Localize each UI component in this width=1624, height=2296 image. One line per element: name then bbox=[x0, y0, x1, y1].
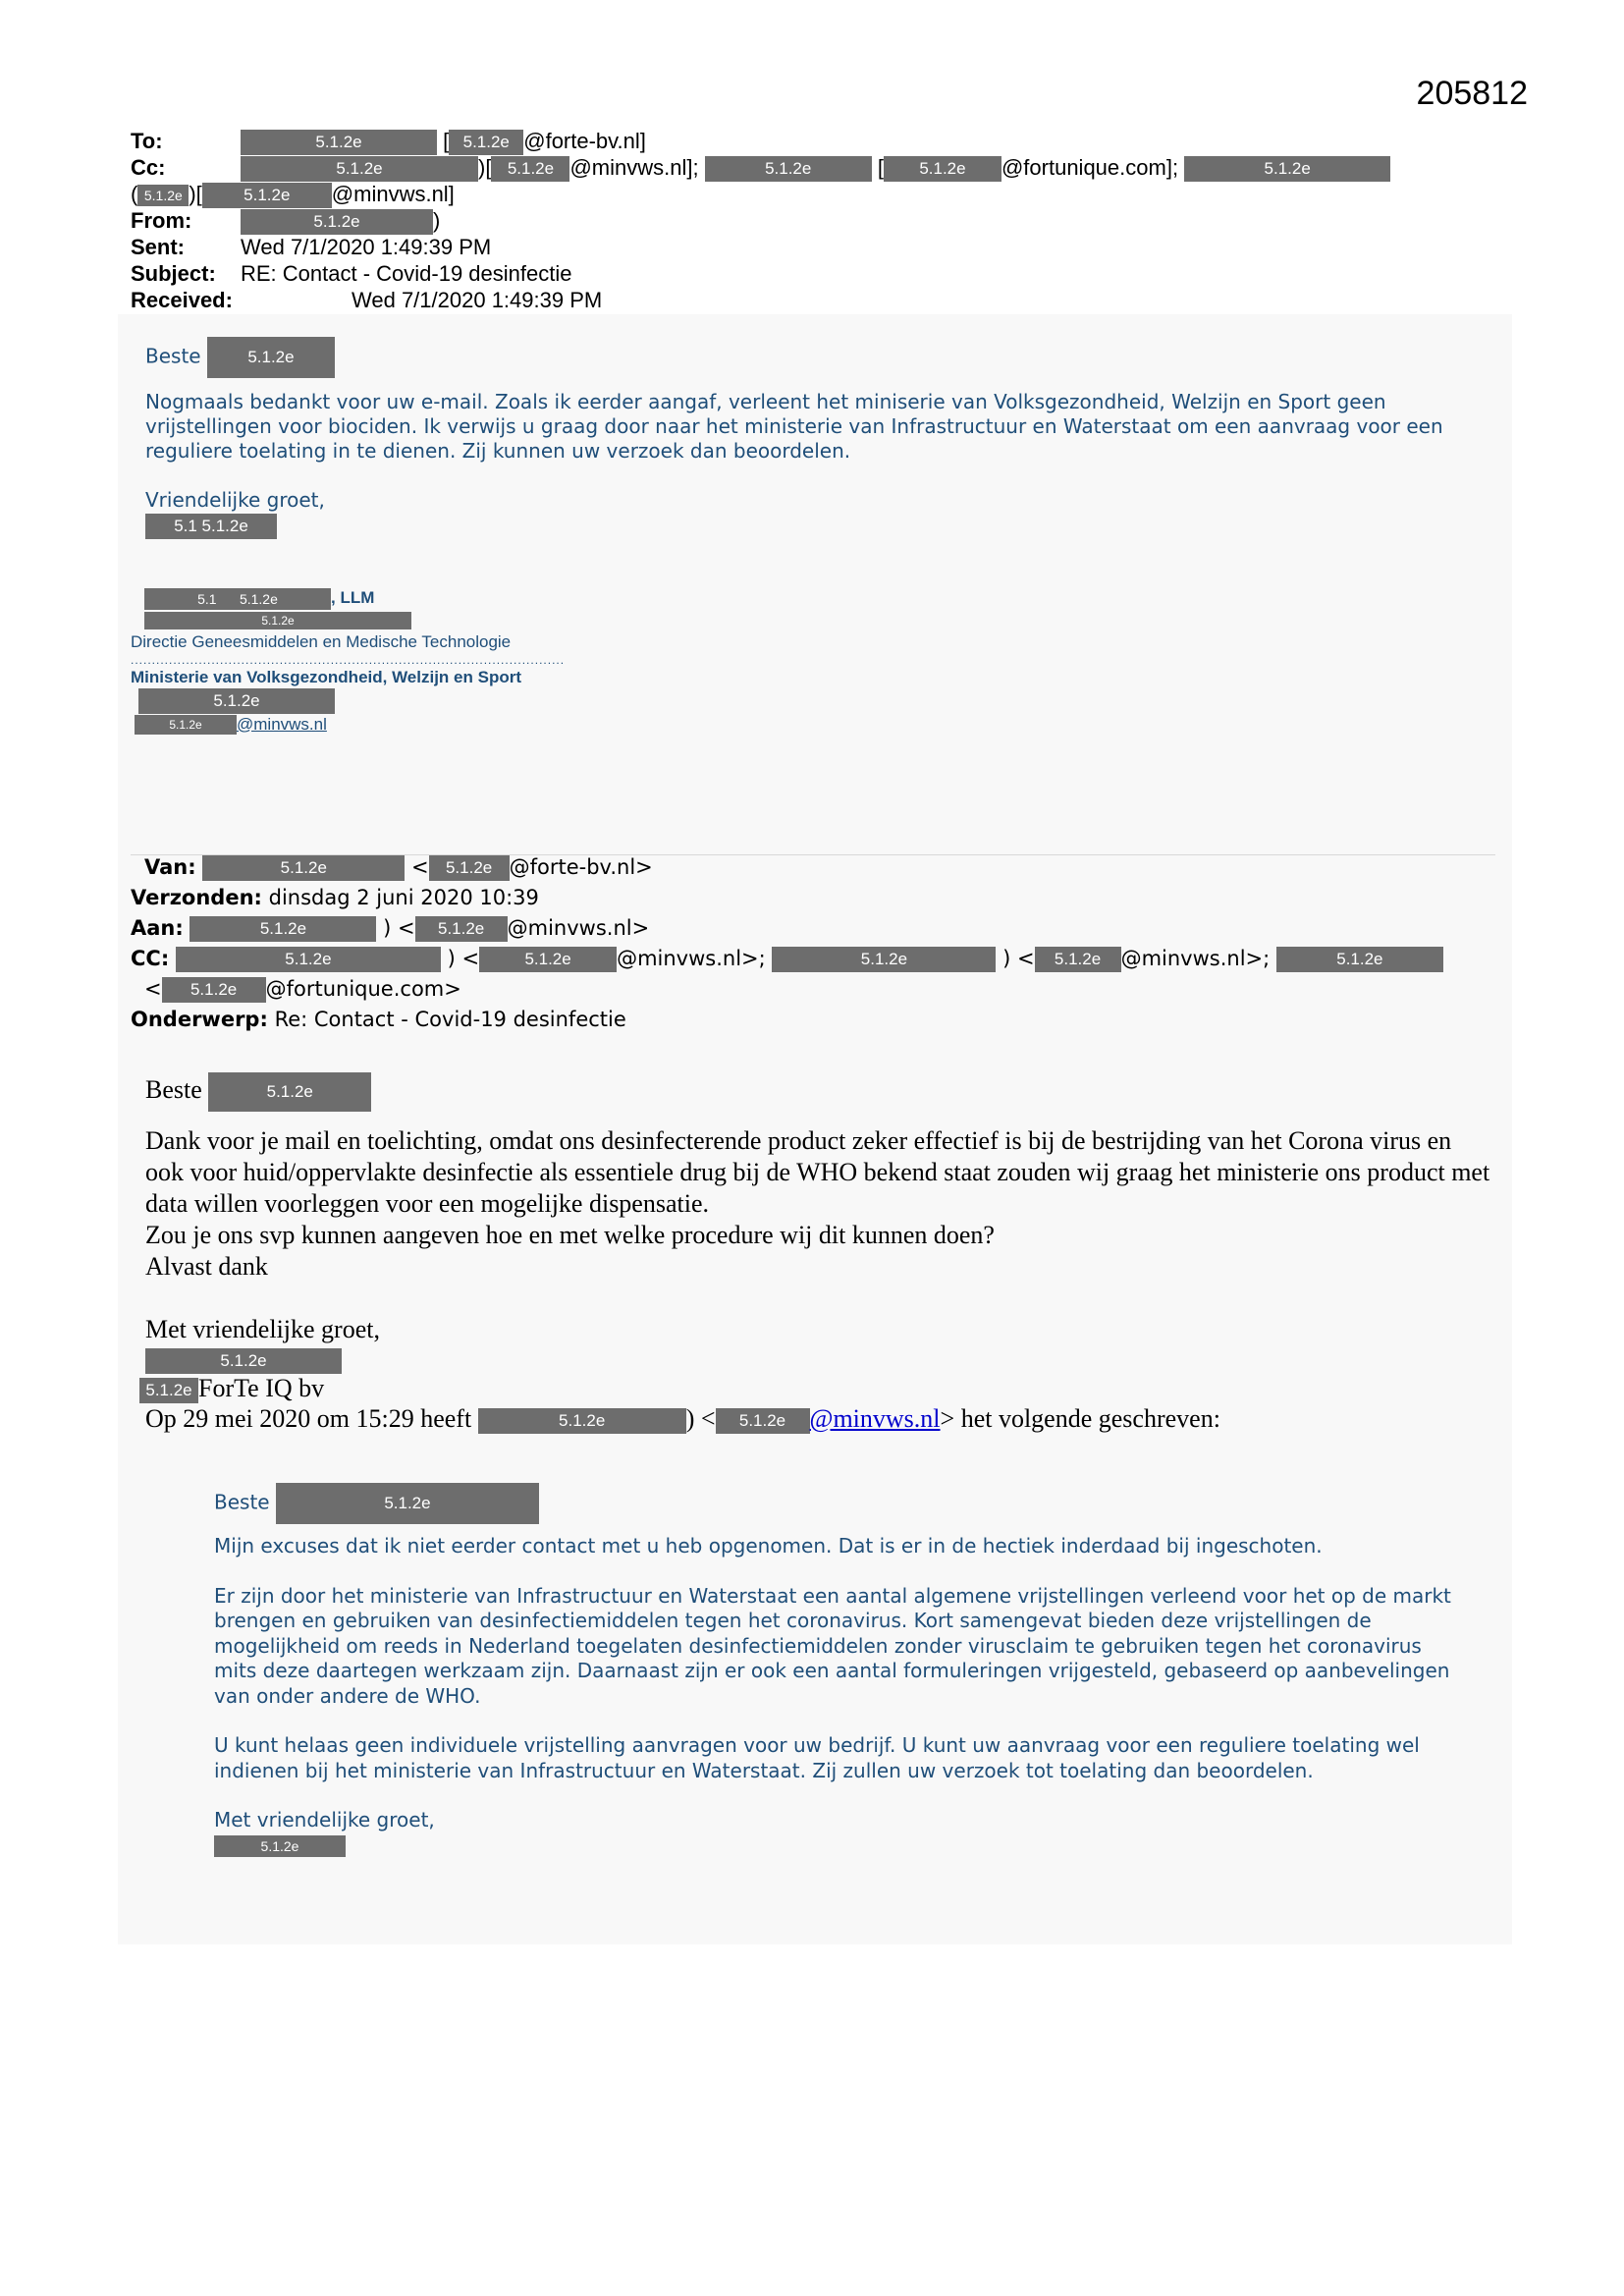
cc-domain: @fortunique.com> bbox=[265, 977, 461, 1001]
cc-label: Cc: bbox=[131, 155, 166, 180]
reply-closing: Vriendelijke groet, bbox=[145, 488, 325, 512]
quoted-closing: Met vriendelijke groet, bbox=[214, 1808, 435, 1831]
redaction: 5.1.2e bbox=[241, 156, 478, 182]
redaction: 5.1.2e bbox=[208, 1072, 371, 1112]
redaction: 5.1.2e bbox=[189, 916, 376, 942]
cc-domain: @minvws.nl>; bbox=[1120, 947, 1271, 970]
cc-domain: @minvws.nl] bbox=[331, 182, 455, 206]
redaction: 5.1.2e bbox=[491, 156, 569, 182]
redaction: 5.1.2e bbox=[139, 1378, 198, 1403]
redaction: 5.1.2e bbox=[241, 130, 437, 155]
redaction: 5.1.2e bbox=[705, 156, 872, 182]
cc-domain: @minvws.nl]; bbox=[569, 155, 699, 180]
redaction: 5.1.2e bbox=[144, 612, 411, 629]
signature-title: , LLM bbox=[331, 588, 375, 607]
aan-label: Aan: bbox=[131, 916, 184, 940]
redaction: 5.1.2e bbox=[884, 156, 1001, 182]
quote-email-link[interactable]: @minvws.nl bbox=[809, 1404, 941, 1434]
cc-label: CC: bbox=[131, 947, 170, 970]
redaction: 5.1.2e bbox=[716, 1408, 810, 1434]
customer-body: Dank voor je mail en toelichting, omdat ons desinfecterende product zeker effectief is bij de bestrijding van het Corona virus en ook voor huid/oppervlakte desinfectie als essentiele drug bij de WHO bekend staat zouden wij graag het ministerie ons product met data willen voorleggen voor een mogelijke dispensatie. bbox=[145, 1126, 1490, 1218]
received-label: Received: bbox=[131, 288, 233, 312]
reply-body: Nogmaals bedankt voor uw e-mail. Zoals ik eerder aangaf, verleent het miniserie van Volksgezondheid, Welzijn en Sport geen vrijstellingen voor biociden. Ik verwijs u graag door naar het ministerie van Infrastructuur en Waterstaat om een aanvraag voor een reguliere toelating in te dienen. Zij kunnen uw verzoek dan beoordelen. bbox=[145, 390, 1443, 463]
redaction: 5.1.2e bbox=[241, 209, 433, 235]
greeting: Beste bbox=[145, 344, 201, 368]
redaction: 5.1.2e bbox=[1276, 947, 1443, 972]
van-domain: @forte-bv.nl> bbox=[509, 855, 653, 879]
verzonden-value: dinsdag 2 juni 2020 10:39 bbox=[268, 886, 539, 909]
verzonden-label: Verzonden: bbox=[131, 886, 262, 909]
greeting: Beste bbox=[145, 1074, 202, 1104]
sent-label: Sent: bbox=[131, 235, 185, 259]
quote-suffix: > het volgende geschreven: bbox=[940, 1404, 1220, 1434]
received-value: Wed 7/1/2020 1:49:39 PM bbox=[352, 288, 603, 312]
customer-closing: Met vriendelijke groet, bbox=[145, 1315, 380, 1343]
redaction: 5.1.2e bbox=[138, 688, 335, 714]
onderwerp-value: Re: Contact - Covid-19 desinfectie bbox=[274, 1008, 626, 1031]
redaction: 5.1.2e bbox=[1035, 947, 1121, 972]
redaction: 5.1.2e bbox=[137, 185, 189, 206]
to-label: To: bbox=[131, 129, 163, 153]
ministry-name: Ministerie van Volksgezondheid, Welzijn en Sport bbox=[131, 667, 521, 686]
subject-value: RE: Contact - Covid-19 desinfectie bbox=[241, 261, 572, 286]
redaction: 5.1.2e bbox=[162, 977, 266, 1003]
signature bbox=[131, 587, 565, 736]
to-row: To: 5.1.2e [ 5.1.2e @forte-bv.nl] bbox=[131, 128, 1505, 154]
customer-message: Beste 5.1.2e Dank voor je mail en toelichting, omdat ons desinfecterende product zeker effectief is bij de bestrijding van het Corona virus en ook voor huid/oppervlakte desinfectie als essentiele drug bij de WHO bekend staat zouden wij graag het ministerie ons product met data willen voorleggen voor een mogelijke dispensatie. Zou je ons svp kunnen aangeven hoe en met welke procedure wij dit kunnen doen? Alvast dank Met vriendelijke groet, 5.1.2e 5.1.2e ForTe IQ bv Op 29 mei 2020 om 15:29 heeft 5.1.2e ) < 5.1.2e @minvws.nl> het volgende geschreven: bbox=[145, 1072, 1490, 1435]
subject-label: Subject: bbox=[131, 261, 216, 286]
redaction: 5.1.2e bbox=[1184, 156, 1390, 182]
department: Directie Geneesmiddelen en Medische Technologie bbox=[131, 631, 512, 651]
subject-row bbox=[131, 260, 1505, 287]
cc-row-cont: ( 5.1.2e )[ 5.1.2e @minvws.nl] bbox=[131, 181, 1505, 207]
redaction: 5.1.2e bbox=[415, 916, 508, 942]
quote-intro: Op 29 mei 2020 om 15:29 heeft bbox=[145, 1404, 472, 1434]
to-domain: @forte-bv.nl] bbox=[523, 129, 646, 153]
email-header bbox=[131, 128, 1505, 313]
van-label: Van: bbox=[144, 855, 196, 879]
redaction: 5.1 5.1.2e bbox=[145, 514, 277, 539]
cc-domain: @minvws.nl>; bbox=[617, 947, 766, 970]
redaction: 5.1.2e bbox=[207, 337, 335, 378]
quoted-p2: Er zijn door het ministerie van Infrastructuur en Waterstaat een aantal algemene vrijstellingen verleend voor het op de markt brengen en gebruiken van desinfectiemiddelen tegen het coronavirus. Kort samengevat bieden deze vrijstellingen de mogelijkheid om reeds in Nederland toegelaten desinfectiemiddelen zonder virusclaim te gebruiken tegen het coronavirus mits deze daartegen werkzaam zijn. Daarnaast zijn er ook een aantal formuleringen vrijgesteld, gebaseerd op aanbevelingen van onder andere de WHO. bbox=[214, 1583, 1451, 1708]
forward-header: Van: 5.1.2e < 5.1.2e @forte-bv.nl> Verzonden: dinsdag 2 juni 2020 10:39 Aan: 5.1.2e ) < 5.1.2e @minvws.nl> CC: 5.1.2e ) < 5.1.2e @minvws.nl>; 5.1.2e ) < 5.1.2e @minvws.nl>; 5.1.2e < 5.1.2e @fortunique.com> Onderwerp: Re: Contact - Covid-19 desinfectie bbox=[131, 852, 1505, 1035]
redaction: 5.1.2e bbox=[202, 183, 332, 208]
redaction: 5.1.2e bbox=[429, 855, 510, 881]
aan-domain: @minvws.nl> bbox=[507, 916, 650, 940]
document-number: 205812 bbox=[1416, 75, 1528, 112]
separator-dots: ...................................................................................................... bbox=[131, 652, 566, 667]
reply-greeting-line bbox=[145, 337, 1500, 378]
redaction: 5.1.2e bbox=[176, 947, 441, 972]
redaction: 5.1.2e bbox=[214, 1835, 346, 1857]
from-row: From: 5.1.2e ) bbox=[131, 207, 1505, 234]
reply-message bbox=[145, 337, 1500, 539]
sent-row bbox=[131, 234, 1505, 260]
redaction: 5.1.2e bbox=[772, 947, 996, 972]
redaction: 5.1 5.1.2e bbox=[144, 588, 331, 610]
company-name: ForTe IQ bv bbox=[198, 1374, 325, 1403]
received-row bbox=[131, 287, 1505, 313]
customer-question: Zou je ons svp kunnen aangeven hoe en met welke procedure wij dit kunnen doen? bbox=[145, 1221, 995, 1249]
cc-row: Cc: 5.1.2e )[ 5.1.2e @minvws.nl]; 5.1.2e [ 5.1.2e @fortunique.com]; 5.1.2e bbox=[131, 154, 1505, 181]
greeting: Beste bbox=[214, 1490, 270, 1514]
redaction: 5.1.2e bbox=[202, 855, 405, 881]
from-label: From: bbox=[131, 208, 192, 233]
redaction: 5.1.2e bbox=[449, 130, 523, 155]
onderwerp-label: Onderwerp: bbox=[131, 1008, 268, 1031]
redaction: 5.1.2e bbox=[145, 1348, 342, 1374]
redaction: 5.1.2e bbox=[276, 1483, 539, 1524]
quoted-p1: Mijn excuses dat ik niet eerder contact met u heb opgenomen. Dat is er in de hectiek inderdaad bij ingeschoten. bbox=[214, 1534, 1323, 1558]
customer-thanks: Alvast dank bbox=[145, 1252, 268, 1281]
redaction: 5.1.2e bbox=[135, 715, 237, 735]
cc-domain: @fortunique.com]; bbox=[1001, 155, 1179, 180]
redaction: 5.1.2e bbox=[479, 947, 617, 972]
signature-email-link[interactable]: @minvws.nl bbox=[237, 714, 327, 734]
quoted-p3: U kunt helaas geen individuele vrijstelling aanvragen voor uw bedrijf. U kunt uw aanvraag voor een reguliere toelating wel indienen bij het ministerie van Infrastructuur en Waterstaat. Zij zullen uw verzoek tot toelating dan beoordelen. bbox=[214, 1733, 1420, 1782]
sent-value: Wed 7/1/2020 1:49:39 PM bbox=[241, 235, 492, 259]
quoted-message bbox=[214, 1483, 1451, 1858]
redaction: 5.1.2e bbox=[478, 1408, 686, 1434]
